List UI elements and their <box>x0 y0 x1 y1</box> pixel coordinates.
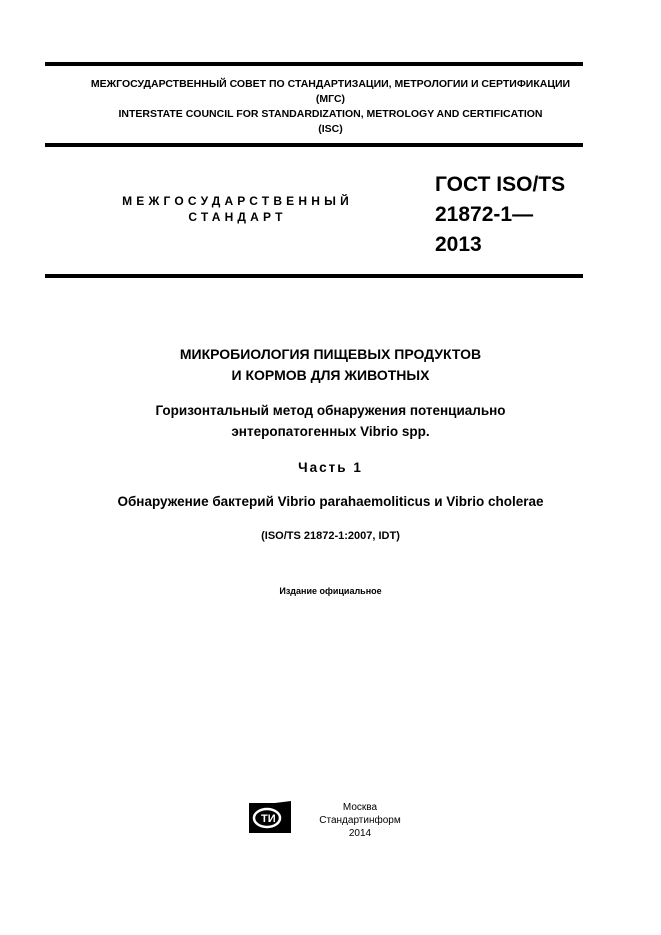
council-ru: МЕЖГОСУДАРСТВЕННЫЙ СОВЕТ ПО СТАНДАРТИЗАЦИИ, МЕТРОЛОГИИ И СЕРТИФИКАЦИИ <box>90 78 571 90</box>
section-rule <box>45 274 583 278</box>
title-line2: И КОРМОВ ДЛЯ ЖИВОТНЫХ <box>231 367 430 383</box>
subtitle-line2: энтеропатогенных Vibrio spp. <box>231 424 430 439</box>
part-label: Часть 1 <box>298 460 363 475</box>
standard-type-line1: МЕЖГОСУДАРСТВЕННЫЙ <box>122 194 353 208</box>
abbr-en: (ISC) <box>318 123 343 135</box>
standard-number-line2: 21872-1— <box>435 203 534 226</box>
standard-number-line3: 2013 <box>435 233 482 256</box>
publisher-info <box>300 801 420 840</box>
header-rule <box>45 143 583 147</box>
top-rule <box>45 62 583 66</box>
standartinform-logo <box>249 801 291 833</box>
part-title: Обнаружение бактерий Vibrio parahaemoliticus и Vibrio cholerae <box>117 494 544 509</box>
title-line1: МИКРОБИОЛОГИЯ ПИЩЕВЫХ ПРОДУКТОВ <box>179 346 482 362</box>
standard-number-line1: ГОСТ ISO/TS <box>435 173 566 196</box>
iso-reference: (ISO/TS 21872-1:2007, IDT) <box>261 530 400 542</box>
subtitle-line1: Горизонтальный метод обнаружения потенциально <box>155 403 506 418</box>
standard-type-line2: СТАНДАРТ <box>188 210 287 224</box>
council-en: INTERSTATE COUNCIL FOR STANDARDIZATION, METROLOGY AND CERTIFICATION <box>118 108 543 120</box>
council-header <box>0 77 661 137</box>
edition-label: Издание официальное <box>279 586 382 596</box>
publication-year: 2014 <box>348 828 372 839</box>
publisher-city: Москва <box>342 802 378 813</box>
publisher-name: Стандартинформ <box>319 815 401 826</box>
svg-text:ТИ: ТИ <box>261 813 276 825</box>
standard-number <box>435 170 565 260</box>
abbr-ru: (МГС) <box>315 93 346 105</box>
